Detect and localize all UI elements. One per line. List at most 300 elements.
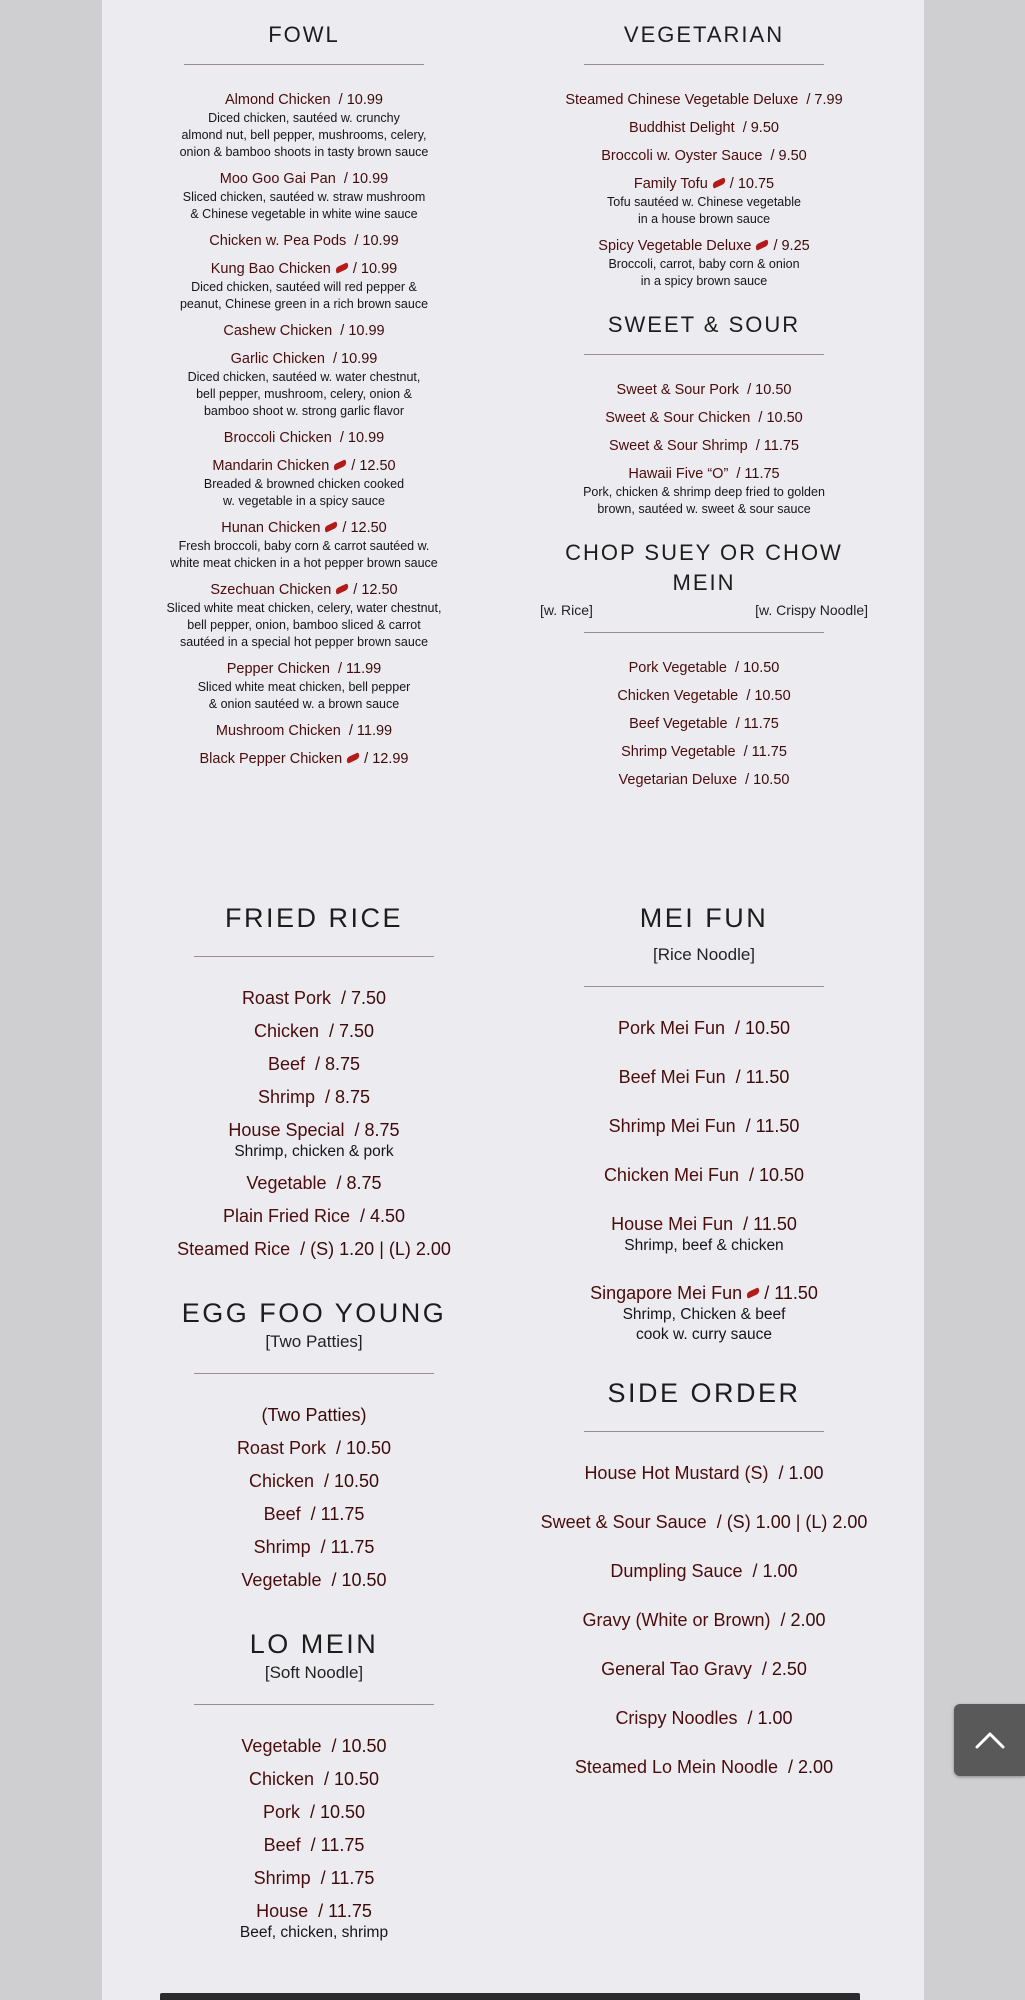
menu-item-line [536,147,872,166]
menu-item [536,237,872,290]
menu-item-line [536,1164,872,1187]
menu-item-name: Vegetable [246,1173,327,1193]
menu-item-name: Beef [263,1504,301,1524]
menu-item-line [142,260,466,279]
menu-item-price: / 8.75 [336,1173,382,1193]
menu-item-description: Shrimp, beef & chicken [624,1237,784,1254]
menu-item [536,1115,872,1138]
menu-item-line [536,119,872,138]
menu-item-line [152,1569,476,1592]
menu-item [152,1437,476,1460]
menu-item-price: / 11.99 [337,661,382,677]
menu-item-price: / 10.50 [745,772,790,788]
menu-item-name: Chicken [248,1471,314,1491]
section-title-egg-foo-young: EGG FOO YOUNG [181,1298,447,1328]
menu-item-price: / 10.99 [339,430,385,446]
menu-item-name: Sweet & Sour Sauce [540,1512,707,1532]
menu-item-name: Spicy Vegetable Deluxe [598,238,752,254]
menu-item-price: / (S) 1.00 | (L) 2.00 [716,1512,868,1532]
menu-item-price: / 12.50 [342,520,387,536]
menu-item-line [152,1834,476,1857]
chili-pepper-icon [333,459,348,470]
menu-item-price: / 10.50 [749,1165,805,1185]
menu-item-price: / 2.00 [788,1757,834,1777]
menu-item-price: / 10.50 [735,660,780,676]
menu-item-line [152,1801,476,1824]
menu-item-line [536,409,872,428]
side-order-list [536,1462,872,1779]
menu-item [142,519,466,572]
menu-item-price: / 10.99 [338,92,383,108]
menu-item-line [142,232,466,251]
left-column-bottom [152,900,476,1953]
fowl-list [142,91,466,769]
menu-item-name: Chicken [248,1769,314,1789]
menu-item-line [536,1213,872,1236]
menu-item-name: Pepper Chicken [226,661,330,677]
menu-item-name: Almond Chicken [225,92,331,108]
menu-item [536,1707,872,1730]
menu-item-price: / 10.50 [331,1736,387,1756]
menu-item [536,1658,872,1681]
menu-item-description: bell pepper, onion, bamboo sliced & carrot [187,618,421,632]
menu-item-name: Sweet & Sour Pork [616,382,740,398]
menu-item [536,119,872,138]
menu-item-price: / 11.50 [743,1214,797,1234]
menu-item-line [152,987,476,1010]
menu-item [142,170,466,223]
menu-item-line [536,175,872,194]
menu-item-description: & onion sautéed w. a brown sauce [208,697,400,711]
menu-item-price: / 7.50 [341,988,387,1008]
menu-item-price: / 11.75 [755,438,799,454]
menu-item-price: / 1.00 [778,1463,824,1483]
menu-item-line [152,1172,476,1195]
mei-fun-subtitle: [Rice Noodle] [652,945,756,964]
menu-item [142,722,466,741]
menu-item [536,1609,872,1632]
menu-item [536,409,872,428]
menu-item-name: General Tao Gravy [601,1659,752,1679]
menu-item-name: Beef Vegetable [629,716,728,732]
menu-item [142,660,466,713]
menu-item [152,1536,476,1559]
menu-item-price: / 12.50 [353,582,398,598]
menu-item-price: / 11.75 [320,1537,375,1557]
menu-item-name: Beef Mei Fun [618,1067,726,1087]
menu-item-line [152,1536,476,1559]
menu-item [536,381,872,400]
right-column-bottom [536,900,872,1805]
menu-item [152,1569,476,1592]
menu-item-name: Pork Mei Fun [617,1018,725,1038]
section-divider [194,1373,434,1374]
menu-item-name: Chicken Vegetable [617,688,739,704]
menu-item [536,147,872,166]
menu-item-line [536,687,872,706]
menu-item-description: sautéed in a special hot pepper brown sauce [179,635,429,649]
menu-item-name: Shrimp Mei Fun [608,1116,736,1136]
menu-item-name: Family Tofu [633,176,708,192]
section-divider [194,1704,434,1705]
menu-item-price: / 12.50 [351,458,396,474]
menu-item-name: Steamed Chinese Vegetable Deluxe [565,92,799,108]
section-divider [584,354,824,355]
menu-item-description: in a house brown sauce [637,212,771,226]
menu-item-name: Pork Vegetable [628,660,727,676]
section-title-fried-rice: FRIED RICE [224,903,403,933]
menu-item-line [536,1609,872,1632]
chili-pepper-icon [335,583,350,594]
menu-item-price: / 4.50 [360,1206,406,1226]
chili-pepper-icon [334,262,349,273]
menu-item [536,91,872,110]
menu-item-description: Beef, chicken, shrimp [239,1924,389,1941]
menu-item-name: Steamed Rice [177,1239,291,1259]
menu-item-line [536,1560,872,1583]
menu-item [152,1238,476,1261]
menu-item-description: peanut, Chinese green in a rich brown sauce [179,297,429,311]
menu-item [152,1503,476,1526]
menu-item-name: Chicken w. Pea Pods [209,233,347,249]
menu-item [536,1282,872,1345]
menu-item-price: / 10.50 [746,688,791,704]
menu-item [152,1205,476,1228]
menu-item-description: Sliced chicken, sautéed w. straw mushroom [182,190,426,204]
menu-item-price: / 10.50 [309,1802,366,1822]
menu-page [102,0,924,2000]
menu-item-name: House [256,1901,309,1921]
menu-item-name: Gravy (White or Brown) [582,1610,771,1630]
menu-item [536,743,872,762]
menu-item [536,1017,872,1040]
menu-item-line [142,660,466,679]
menu-item-price: / 11.50 [745,1116,800,1136]
menu-item-price: / 10.50 [758,410,803,426]
menu-item-line [142,170,466,189]
menu-item-name: House Hot Mustard (S) [584,1463,769,1483]
menu-item [536,1560,872,1583]
menu-item-description: almond nut, bell pepper, mushrooms, celery, [181,128,427,142]
fried-rice-list [152,987,476,1261]
menu-item-line [536,381,872,400]
section-title-lo-mein: LO MEIN [249,1629,379,1659]
menu-item-price: / 10.50 [324,1769,380,1789]
menu-item [152,1053,476,1076]
menu-item-price: / 10.50 [336,1438,392,1458]
menu-item-description: in a spicy brown sauce [640,274,768,288]
menu-item-line [536,1756,872,1779]
egg-foo-young-note: (Two Patties) [261,1405,367,1425]
menu-item-line [152,1119,476,1142]
menu-item-description: Pork, chicken & shrimp deep fried to golden [583,485,825,499]
menu-item [536,175,872,228]
menu-item-name: Vegetarian Deluxe [618,772,738,788]
section-title-chop-suey: CHOP SUEY OR CHOW MEIN [565,540,843,595]
menu-item [536,1164,872,1187]
menu-item [142,260,466,313]
menu-item-line [142,722,466,741]
chop-suey-sub-rice: [w. Rice] [540,602,593,618]
menu-item-line [536,771,872,790]
menu-item-line [536,1282,872,1305]
menu-item-description: Shrimp, chicken & pork [234,1143,394,1160]
sweet-sour-list [536,381,872,518]
section-divider [584,986,824,987]
menu-item-line [536,1511,872,1534]
menu-item [536,687,872,706]
menu-item-description: Tofu sautéed w. Chinese vegetable [607,195,801,209]
menu-item [142,350,466,420]
chili-pepper-icon [324,521,339,532]
menu-item-line [536,1066,872,1089]
menu-item-line [142,750,466,769]
menu-item-description: Diced chicken, sautéed will red pepper & [191,280,417,294]
section-divider [194,956,434,957]
menu-item-price: / 11.75 [736,466,780,482]
menu-item-name: Shrimp Vegetable [621,744,736,760]
menu-item-name: Plain Fried Rice [222,1206,350,1226]
menu-item-description: Diced chicken, sautéed w. water chestnut, [187,370,421,384]
menu-item-description: Broccoli, carrot, baby corn & onion [608,257,800,271]
menu-item-line [142,429,466,448]
chop-suey-subheads [536,602,872,618]
menu-item-description: white meat chicken in a hot pepper brown sauce [170,556,438,570]
right-column-top [536,20,872,799]
menu-item-description: bamboo shoot w. strong garlic flavor [203,404,405,418]
menu-item-line [142,581,466,600]
menu-item-price: / 9.25 [773,238,810,254]
menu-item [152,1834,476,1857]
menu-item-line [152,1086,476,1109]
menu-item [536,1462,872,1485]
menu-item-line [536,465,872,484]
menu-item [142,457,466,510]
menu-item-price: / 10.99 [340,323,385,339]
menu-item-name: Pork [262,1802,300,1822]
menu-item-name: House Mei Fun [611,1214,734,1234]
menu-item-line [152,1503,476,1526]
menu-item-line [536,237,872,256]
menu-item-description: Diced chicken, sautéed w. crunchy [208,111,400,125]
menu-item-name: Cashew Chicken [223,323,333,339]
menu-item-line [536,1462,872,1485]
menu-item-name: Dumpling Sauce [610,1561,743,1581]
chevron-up-icon [975,1731,1005,1749]
menu-item-price: / 7.50 [329,1021,375,1041]
menu-item [536,1511,872,1534]
chop-suey-list [536,659,872,790]
menu-item [152,1735,476,1758]
menu-item-line [152,1205,476,1228]
menu-item-name: Mandarin Chicken [212,458,330,474]
menu-item-name: Crispy Noodles [615,1708,738,1728]
menu-item-description: & Chinese vegetable in white wine sauce [190,207,418,221]
menu-item-name: Steamed Lo Mein Noodle [574,1757,779,1777]
menu-item-price: / 11.75 [310,1504,365,1524]
menu-item [142,322,466,341]
menu-item-price: / 1.00 [752,1561,798,1581]
menu-item-price: / 9.50 [770,148,807,164]
menu-item-name: Roast Pork [236,1438,326,1458]
menu-item-description: brown, sautéed w. sweet & sour sauce [597,502,811,516]
menu-item-price: / 10.99 [343,171,389,187]
menu-item-line [536,1017,872,1040]
menu-item [152,1020,476,1043]
menu-item-name: Beef [263,1835,301,1855]
menu-item-description: cook w. curry sauce [635,1326,773,1343]
menu-item-name: Hunan Chicken [221,520,321,536]
menu-item-price: / 10.99 [333,351,378,367]
menu-item-price: / 8.75 [324,1087,371,1107]
menu-item [152,1470,476,1493]
menu-item-name: Szechuan Chicken [210,582,332,598]
menu-item-price: / 10.99 [354,233,399,249]
menu-item-price: / 10.50 [324,1471,380,1491]
menu-item-price: / 2.50 [761,1659,807,1679]
menu-item-line [536,743,872,762]
menu-item-name: Shrimp [253,1537,311,1557]
menu-item [536,659,872,678]
menu-item-price: / 1.00 [747,1708,793,1728]
menu-item [536,1756,872,1779]
menu-item-name: Hawaii Five “O” [628,466,729,482]
chili-pepper-icon [755,239,770,250]
menu-item-name: Moo Goo Gai Pan [219,171,336,187]
menu-item-name: Buddhist Delight [629,120,735,136]
menu-item-price: / (S) 1.20 | (L) 2.00 [300,1239,451,1259]
menu-item [152,1172,476,1195]
menu-item-price: / 7.99 [806,92,843,108]
menu-item-name: Chicken Mei Fun [603,1165,739,1185]
menu-item-name: Sweet & Sour Chicken [605,410,751,426]
next-section-edge [160,1993,860,2000]
menu-item [152,1801,476,1824]
menu-item-description: onion & bamboo shoots in tasty brown sauce [179,145,429,159]
menu-item-name: Roast Pork [241,988,331,1008]
menu-item-name: Vegetable [241,1570,322,1590]
menu-item-line [536,1658,872,1681]
menu-item-name: Kung Bao Chicken [210,261,331,277]
menu-item-price: / 10.50 [747,382,792,398]
section-title-fowl: FOWL [268,22,340,47]
menu-item [152,987,476,1010]
lo-mein-list [152,1735,476,1943]
menu-item-line [152,1470,476,1493]
menu-item-line [152,1020,476,1043]
section-divider [184,64,424,65]
menu-item-line [142,457,466,476]
menu-item-line [152,1238,476,1261]
menu-item-name: Vegetable [241,1736,322,1756]
menu-item-line [536,715,872,734]
menu-item-line [142,519,466,538]
menu-item-name: Broccoli Chicken [223,430,332,446]
lo-mein-subtitle: [Soft Noodle] [264,1663,364,1682]
menu-item-name: Sweet & Sour Shrimp [609,438,748,454]
menu-item [536,715,872,734]
menu-item-line [536,1707,872,1730]
egg-foo-young-subtitle: [Two Patties] [265,1332,363,1351]
menu-item-line [152,1900,476,1923]
chili-pepper-icon [346,752,361,763]
menu-item [536,1066,872,1089]
menu-item-price: / 11.99 [348,723,393,739]
menu-item-description: bell pepper, mushroom, celery, onion & [196,387,412,401]
left-column-top [142,20,466,778]
menu-item-price: / 11.75 [318,1901,372,1921]
menu-item-price: / 8.75 [354,1120,400,1140]
menu-item-description: w. vegetable in a spicy sauce [223,494,385,508]
menu-item-line [142,350,466,369]
menu-item-price: / 10.50 [735,1018,791,1038]
menu-item-name: Singapore Mei Fun [590,1283,743,1303]
menu-item-price: / 8.75 [315,1054,361,1074]
menu-item-price: / 11.75 [320,1868,375,1888]
section-divider [584,64,824,65]
menu-item-price: / 10.50 [331,1570,387,1590]
menu-item-price: / 11.75 [735,716,779,732]
menu-item-name: Shrimp [257,1087,315,1107]
chop-suey-sub-noodle: [w. Crispy Noodle] [755,602,868,618]
menu-item [142,750,466,769]
menu-item-price: / 10.99 [352,261,398,277]
section-divider [584,632,824,633]
menu-item-description: Fresh broccoli, baby corn & carrot sautéed w. [178,539,430,553]
menu-item-name: Garlic Chicken [230,351,325,367]
menu-item-line [142,91,466,110]
menu-item-line [142,322,466,341]
menu-item-name: Black Pepper Chicken [199,751,343,767]
menu-item-line [152,1053,476,1076]
chili-pepper-icon [746,1287,761,1298]
section-title-vegetarian: VEGETARIAN [623,22,785,47]
menu-item [152,1086,476,1109]
menu-item-line [152,1768,476,1791]
menu-item-line [152,1437,476,1460]
menu-item-price: / 11.50 [735,1067,790,1087]
menu-item-name: Mushroom Chicken [215,723,341,739]
menu-item-line [536,91,872,110]
menu-item-description: Breaded & browned chicken cooked [203,477,405,491]
menu-item-line [536,437,872,456]
menu-item-price: / 9.50 [742,120,779,136]
menu-item-price: / 12.99 [364,751,409,767]
menu-item-price: / 11.75 [743,744,787,760]
mei-fun-list [536,1017,872,1345]
menu-item [536,437,872,456]
menu-item [152,1768,476,1791]
menu-item-name: Beef [267,1054,305,1074]
menu-item-line [152,1867,476,1890]
vegetarian-list [536,91,872,290]
menu-item [536,771,872,790]
menu-item-name: Broccoli w. Oyster Sauce [601,148,763,164]
menu-item-price: / 11.75 [310,1835,365,1855]
menu-item-name: House Special [228,1120,345,1140]
menu-item-line [536,659,872,678]
menu-item [536,1213,872,1256]
section-title-mei-fun: MEI FUN [639,903,769,933]
menu-item [152,1119,476,1162]
menu-item-price: / 11.50 [764,1283,818,1303]
menu-item-description: Shrimp, Chicken & beef [622,1306,786,1323]
scroll-to-top-button[interactable] [954,1704,1025,1776]
menu-item-name: Chicken [253,1021,319,1041]
section-title-side-order: SIDE ORDER [607,1378,801,1408]
menu-item [152,1900,476,1943]
menu-item [536,465,872,518]
